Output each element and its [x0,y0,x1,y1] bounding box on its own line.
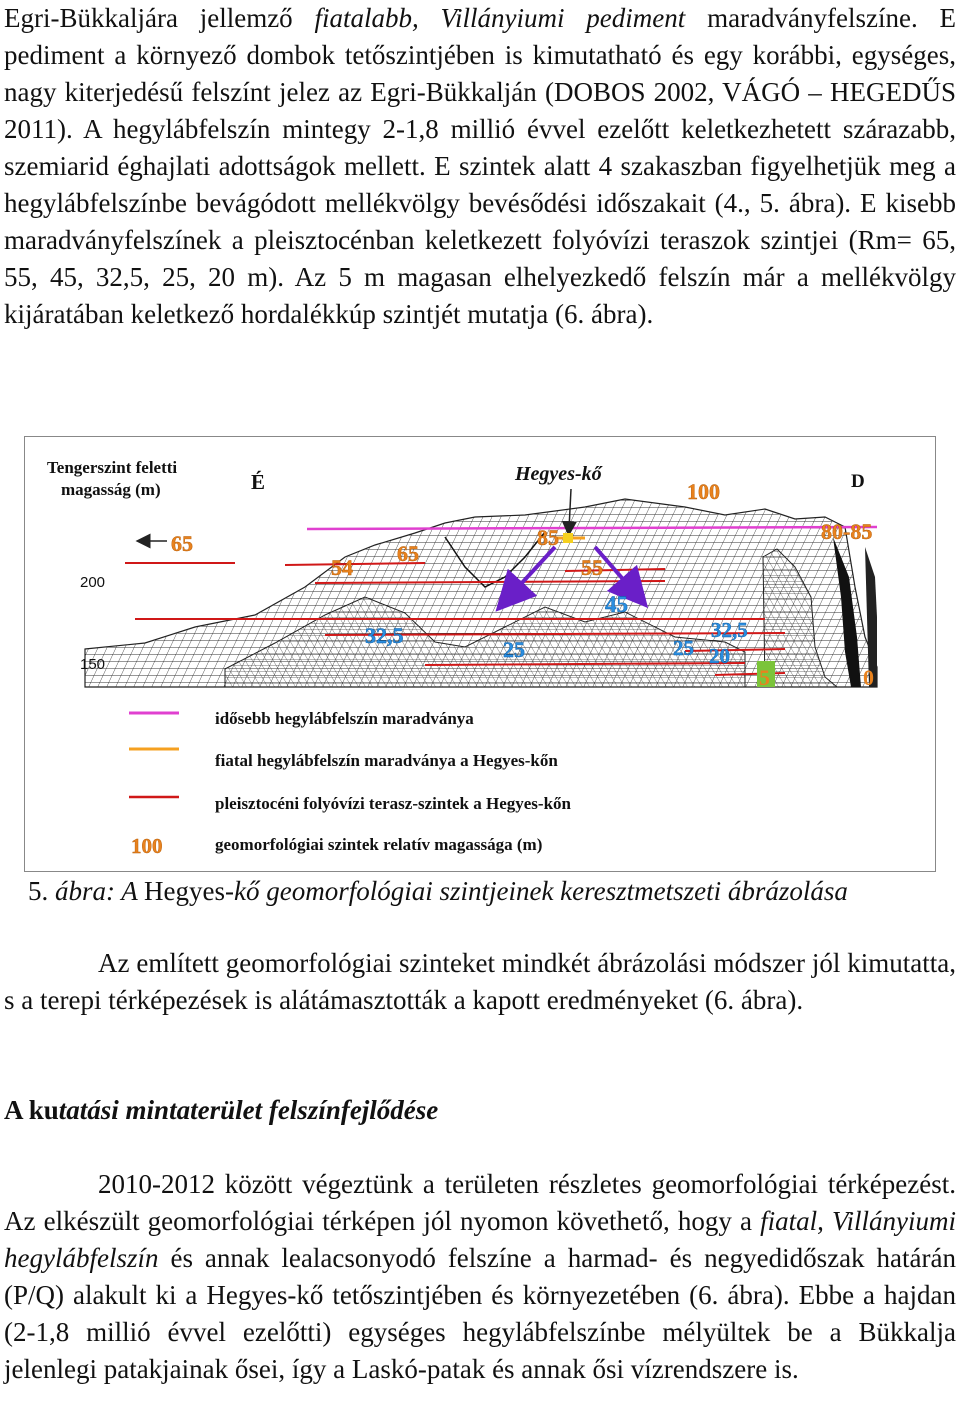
paragraph-1-text-a: Egri-Bükkaljára jellemző [4,3,315,33]
caption-roman: Hegyes- [144,876,234,906]
label-32-5-right: 32,5 [711,618,748,642]
legend-label-terraces: pleisztocéni folyóvízi terasz-szintek a Hegyes-kőn [215,794,571,813]
label-85: 85 [537,525,559,550]
legend-label-older-pediment: idősebb hegylábfelszín maradványa [215,709,474,728]
label-65-left: 65 [171,531,193,556]
y-axis-title-line-2: magasság (m) [61,480,161,499]
label-5: 5 [759,665,770,690]
label-25-left: 25 [503,637,525,662]
y-tick-200: 200 [80,574,106,591]
caption-italic-a: ábra: A [48,876,145,906]
section-heading-italic: tatási mintaterület felszínfejlődése [58,1095,439,1125]
label-55: 55 [581,555,603,580]
label-65-mid: 65 [397,541,419,566]
caption-italic-b: kő geomorfológiai szintjeinek keresztmetszeti ábrázolása [233,876,848,906]
legend-sample-100: 100 [131,834,163,858]
label-20: 20 [709,644,730,668]
section-heading-roman: A ku [4,1095,59,1125]
paragraph-1 [4,0,956,333]
label-80-85: 80-85 [821,519,873,544]
label-100: 100 [687,479,720,504]
caption-number: 5. [28,876,49,906]
y-tick-150: 150 [80,656,106,673]
legend-label-relative-height: geomorfológiai szintek relatív magassága (m) [215,835,543,854]
paragraph-1-text-b: maradványfelszíne. E pediment a környező dombok tetőszintjében is kimutatható és egy korábbi, egységes, nagy kiterjedésű felszínt jelez az Egri-Bükkalján (DOBOS 2002, VÁGÓ – HEGEDŰS 2011). A hegylábfelszín mintegy 2-1,8 millió évvel ezelőtt keletkezhetett szárazabb, szemiarid éghajlati adottságok mellett. E szintek alatt 4 szakaszban figyelhetjük meg a hegylábfelszínbe bevágódott mellékvölgy bevésődési időszakait (4., 5. ábra). E kisebb maradványfelszínek a pleisztocénban keletkezett folyóvízi teraszok szintjei (Rm= 65, 55, 45, 32,5, 25, 20 m). Az 5 m magasan elhelyezkedő felszín már a mellékvölgy kijáratában keletkező hordalékkúp szintjét mutatja (6. ábra). [4,3,957,329]
paragraph-3-text-b: és annak lealacsonyodó felszíne a harmad- és negyedidőszak határán (P/Q) alakult ki a Hegyes-kő tetőszintjében és környezetében (6. ábra). Ebbe a hajdan (2-1,8 millió évvel ezelőtti) egységes hegylábfelszínbe mélyültek be a Bükkalja jelenlegi patakjainak ősei, így a Laskó-patak és annak ősi vízrendszere is. [4,1243,956,1384]
peak-name-label: Hegyes-kő [515,463,602,485]
figure-5-cross-section [24,436,936,872]
label-0: 0 [863,665,874,690]
paragraph-1-italic-term: fiatalabb, Villányiumi pediment [314,3,686,33]
label-45: 45 [605,592,628,617]
label-54: 54 [331,555,353,580]
label-25-right: 25 [673,636,694,660]
peak-marker [563,533,573,543]
section-heading [4,1092,438,1129]
south-label: D [851,471,865,492]
figure-caption [28,874,948,908]
figure-5-graphic [25,437,937,873]
y-axis-title-line-1: Tengerszint feletti [47,458,178,477]
paragraph-3-italic-term: fiatal, Villányiumi hegylábfelszín [4,1206,956,1273]
legend-label-young-pediment: fiatal hegylábfelszín maradványa a Hegyes-kőn [215,751,558,770]
paragraph-3 [4,1166,956,1388]
north-label: É [251,470,266,494]
figure-legend [129,709,572,858]
paragraph-3-text-a: 2010-2012 között végeztünk a területen részletes geomorfológiai térképezést. Az elkészült geomorfológiai térképen jól nyomon követhető, hogy a [4,1169,956,1236]
label-32-5-left: 32,5 [365,623,404,648]
paragraph-2: Az említett geomorfológiai szinteket mindkét ábrázolási módszer jól kimutatta, s a terepi térképezések is alátámasztották a kapott eredményeket (6. ábra). [4,948,956,1015]
